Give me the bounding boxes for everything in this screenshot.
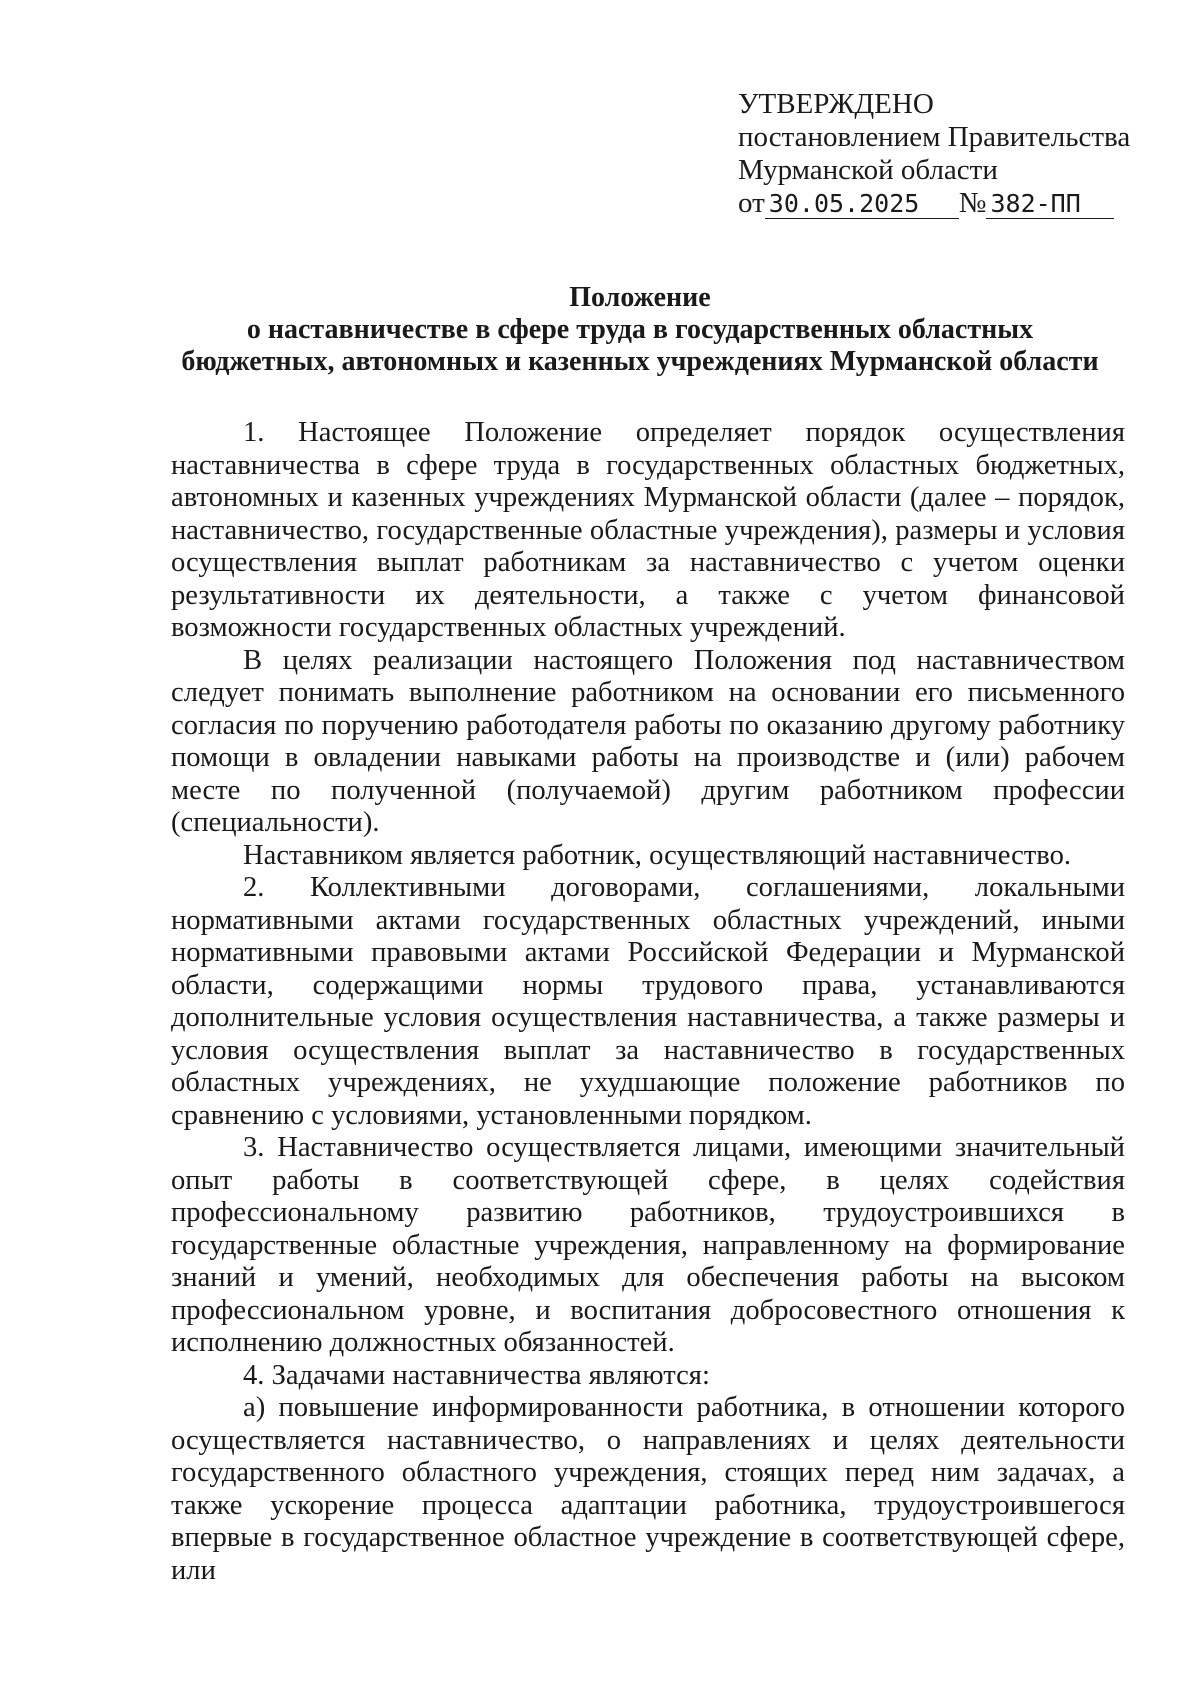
- document-body: [171, 417, 1125, 1587]
- approval-authority: постановлением Правительства: [738, 121, 1131, 153]
- paragraph-6: 4. Задачами наставничества являются:: [243, 1359, 710, 1391]
- paragraph-2: В целях реализации настоящего Положения под наставничеством следует понимать выполнение работником на основании его письменного согласия по поручению работодателя работы по оказанию другому работнику помощи в овладении навыками работы на производстве и (или) рабочем месте по полученной (получаемой) другим работником профессии (специальности).: [171, 644, 1125, 838]
- date-prefix: от: [738, 187, 765, 219]
- approval-number: 382-ПП: [986, 190, 1114, 219]
- paragraph-3: Наставником является работник, осуществляющий наставничество.: [243, 839, 1072, 871]
- document-title: [150, 282, 1130, 378]
- approval-region: Мурманской области: [738, 154, 998, 186]
- title-line-2: о наставничестве в сфере труда в государственных областных: [246, 314, 1034, 345]
- number-prefix: №: [958, 187, 987, 219]
- title-line-3: бюджетных, автономных и казенных учреждениях Мурманской области: [181, 346, 1099, 377]
- approval-date-number: [738, 187, 1138, 220]
- approval-date: 30.05.2025: [765, 190, 959, 219]
- paragraph-7: а) повышение информированности работника, в отношении которого осуществляется наставничество, о направлениях и целях деятельности государственного областного учреждения, стоящих перед ним задачах, а также ускорение процесса адаптации работника, трудоустроившегося впервые в государственное областное учреждение в соответствующей сфере, или: [171, 1392, 1125, 1586]
- title-line-1: Положение: [569, 282, 711, 313]
- approval-block: [738, 88, 1138, 220]
- paragraph-4: 2. Коллективными договорами, соглашениями, локальными нормативными актами государственных областных учреждений, иными нормативными правовыми актами Российской Федерации и Мурманской области, содержащими нормы трудового права, устанавливаются дополнительные условия осуществления наставничества, а также размеры и условия осуществления выплат за наставничество в государственных областных учреждениях, не ухудшающие положение работников по сравнению с условиями, установленными порядком.: [171, 872, 1125, 1131]
- paragraph-1: 1. Настоящее Положение определяет порядок осуществления наставничества в сфере труда в государственных областных бюджетных, автономных и казенных учреждениях Мурманской области (далее – порядок, наставничество, государственные областные учреждения), размеры и условия осуществления выплат работникам за наставничество с учетом оценки результативности их деятельности, а также с учетом финансовой возможности государственных областных учреждений.: [171, 417, 1125, 643]
- paragraph-5: 3. Наставничество осуществляется лицами, имеющими значительный опыт работы в соответствующей сфере, в целях содействия профессиональному развитию работников, трудоустроившихся в государственные областные учреждения, направленному на формирование знаний и умений, необходимых для обеспечения работы на высоком профессиональном уровне, и воспитания добросовестного отношения к исполнению должностных обязанностей.: [171, 1132, 1125, 1358]
- approval-heading: УТВЕРЖДЕНО: [738, 88, 934, 120]
